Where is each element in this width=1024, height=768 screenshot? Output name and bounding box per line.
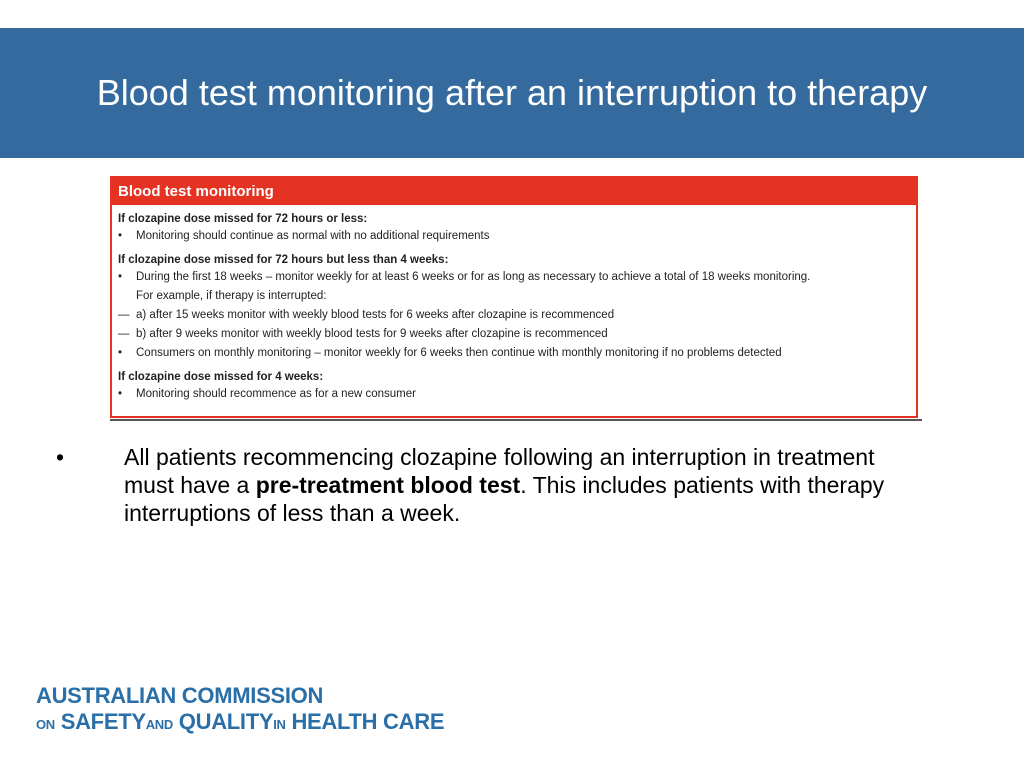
bullet-marker: • — [118, 230, 123, 242]
bullet-marker — [118, 287, 136, 306]
section-heading: If clozapine dose missed for 72 hours or less: — [118, 213, 368, 225]
bullet-marker: • — [118, 388, 123, 400]
logo-health-care: HEALTH CARE — [291, 709, 445, 734]
bullet-marker: • — [118, 271, 123, 283]
commission-logo — [36, 683, 444, 738]
list-item — [118, 268, 910, 287]
list-item-text: For example, if therapy is interrupted: — [136, 290, 327, 302]
list-item-text: b) after 9 weeks monitor with weekly blood tests for 9 weeks after clozapine is recommenced — [136, 328, 608, 340]
logo-on: ON — [36, 717, 55, 732]
list-item-text: Consumers on monthly monitoring – monitor weekly for 6 weeks then continue with monthly monitoring if no problems detected — [136, 347, 782, 359]
dash-marker: — — [118, 309, 130, 321]
logo-line-1: AUSTRALIAN COMMISSION — [36, 683, 324, 708]
list-item-text: a) after 15 weeks monitor with weekly blood tests for 6 weeks after clozapine is recommenced — [136, 309, 615, 321]
list-item-text: Monitoring should recommence as for a new consumer — [136, 388, 416, 400]
section-heading: If clozapine dose missed for 4 weeks: — [118, 371, 324, 383]
table-header: Blood test monitoring — [112, 178, 916, 205]
logo-and: AND — [145, 717, 173, 732]
logo-line-2 — [36, 709, 444, 738]
logo-quality: QUALITY — [178, 709, 274, 734]
bullet-marker: • — [56, 444, 65, 470]
bullet-text-end: . This includes patients with therapy interruptions of less than a week. — [124, 472, 885, 526]
body-bullet — [56, 443, 936, 527]
bullet-marker: • — [118, 347, 123, 359]
list-item — [118, 344, 910, 363]
logo-in: IN — [273, 717, 286, 732]
bullet-bold-text: pre-treatment blood test — [255, 472, 521, 498]
list-item — [118, 227, 910, 246]
slide-title: Blood test monitoring after an interruption to therapy — [96, 72, 928, 113]
list-item — [118, 385, 910, 404]
bullet-text-start: All patients recommencing clozapine following an interruption in treatment must have a — [124, 444, 875, 498]
list-item — [118, 325, 910, 344]
dash-marker: — — [118, 328, 130, 340]
list-item — [118, 306, 910, 325]
table-body — [112, 205, 916, 404]
logo-safety: SAFETY — [60, 709, 146, 734]
table-bottom-rule — [110, 419, 922, 421]
list-item-text: Monitoring should continue as normal with no additional requirements — [136, 230, 490, 242]
bullet-text — [124, 443, 929, 527]
monitoring-table — [110, 176, 918, 418]
list-item — [118, 287, 910, 306]
section-heading: If clozapine dose missed for 72 hours but less than 4 weeks: — [118, 254, 449, 266]
list-item-text: During the first 18 weeks – monitor weekly for at least 6 weeks or for as long as necessary to achieve a total of 18 weeks monitoring. — [136, 271, 811, 283]
